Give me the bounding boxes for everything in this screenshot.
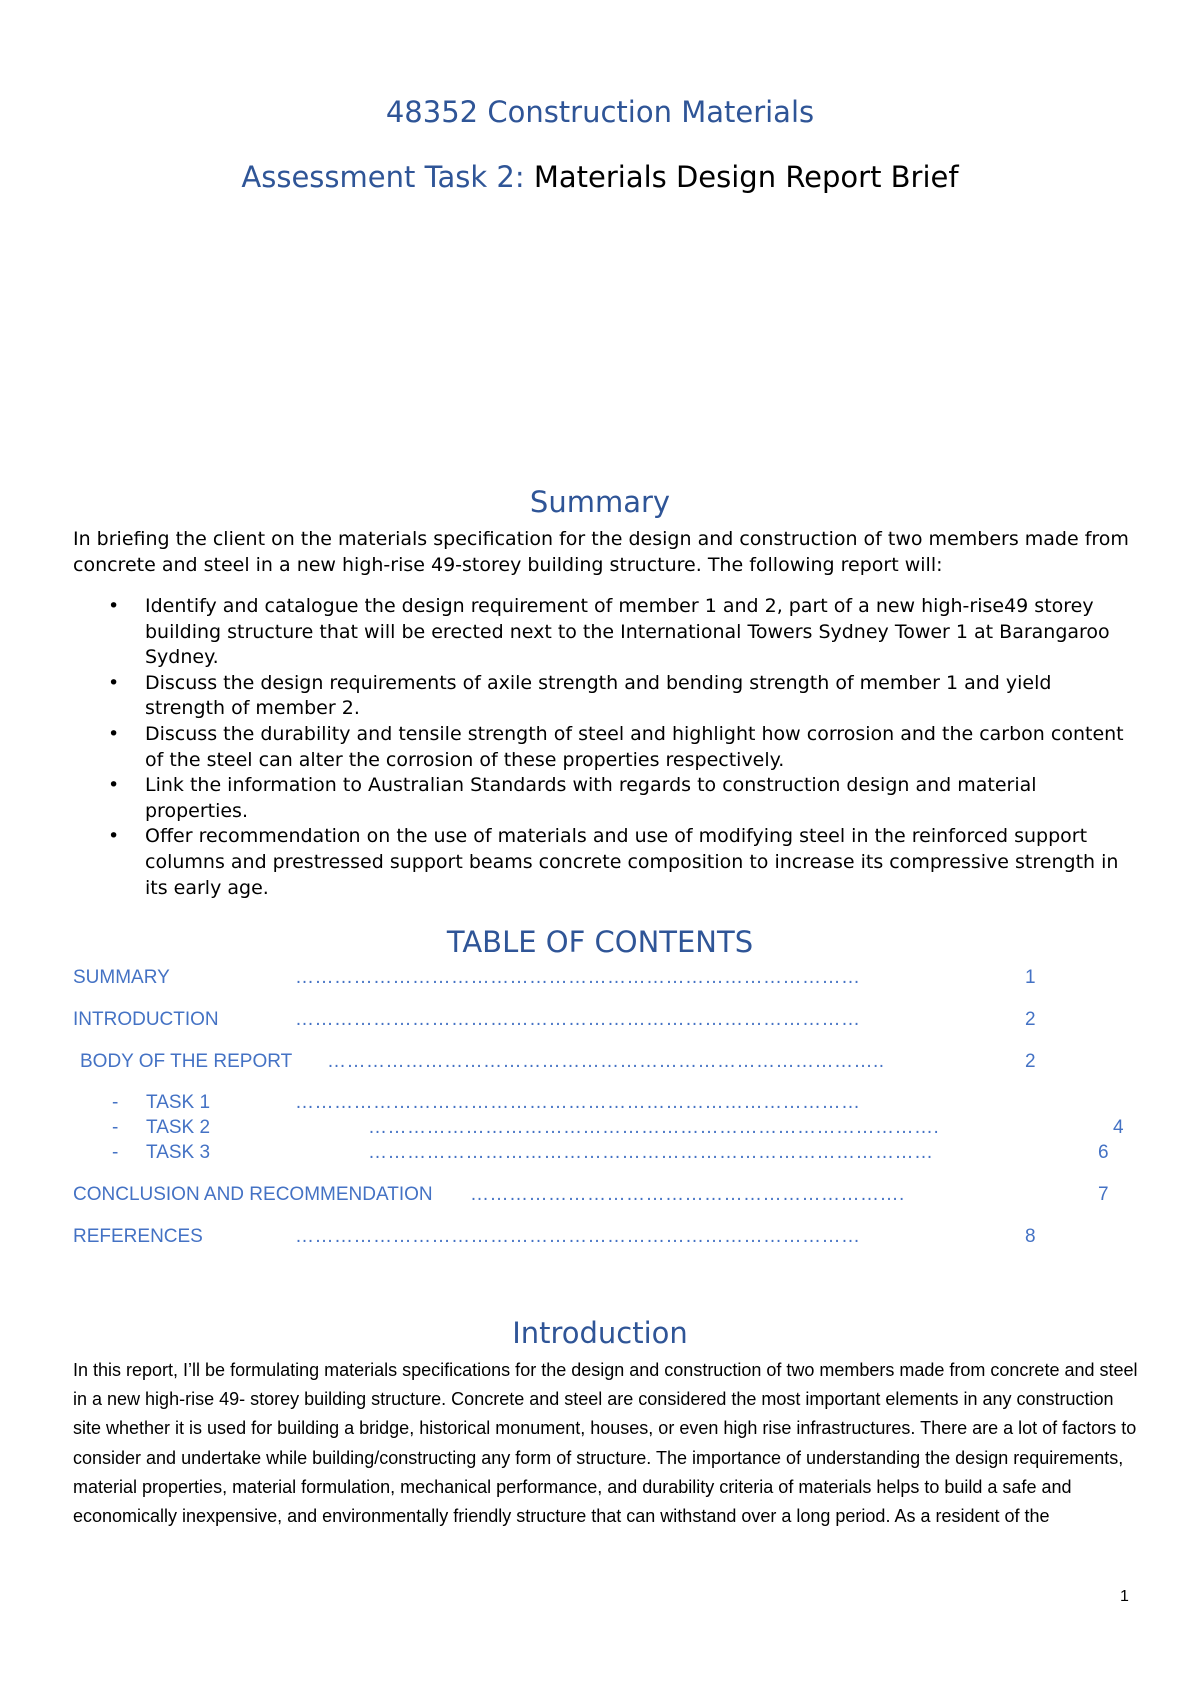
toc-page-number: 1 (1025, 967, 1036, 988)
toc-leader-dots: …………………………………………………………………………… (295, 1226, 861, 1247)
bullet-text: Discuss the design requirements of axile strength and bending strength of member 1 and yield strength of member 2. (145, 671, 1052, 720)
toc-entry-label: TASK 2 (146, 1117, 211, 1138)
toc-heading: TABLE OF CONTENTS (446, 925, 754, 959)
toc-leader-dots: ……………………………………………………………………………. (368, 1117, 940, 1138)
bullet-icon: • (108, 671, 120, 694)
summary-bullet-item (73, 594, 1133, 671)
toc-entry-conclusion[interactable] (0, 1184, 1200, 1208)
toc-page-number: 2 (1025, 1051, 1036, 1072)
page-number: 1 (1120, 1588, 1129, 1605)
bullet-text: Offer recommendation on the use of materials and use of modifying steel in the reinforced support columns and prestressed support beams concrete composition to increase its compressive strength in its early age. (145, 825, 1119, 899)
bullet-icon: • (108, 774, 120, 797)
toc-entry-label: BODY OF THE REPORT (80, 1051, 293, 1072)
summary-bullet-item (73, 671, 1133, 722)
toc-entry-label: TASK 1 (146, 1092, 211, 1113)
bullet-icon: • (108, 825, 120, 848)
toc-entry-task-3[interactable] (0, 1142, 1200, 1166)
toc-entry-label: REFERENCES (73, 1226, 203, 1247)
toc-entry-label: TASK 3 (146, 1142, 211, 1163)
summary-bullet-item (73, 722, 1133, 773)
bullet-text: Identify and catalogue the design requirement of member 1 and 2, part of a new high-rise49 storey building structure that will be erected next to the International Towers Sydney Tower 1 at Barangaroo Sydney. (145, 595, 1110, 669)
toc-leader-dots: …………………………………………………………. (470, 1184, 905, 1205)
toc-dash: - (112, 1092, 119, 1113)
summary-heading: Summary (529, 485, 671, 519)
toc-leader-dots: …………………………………………………………………………… (368, 1142, 934, 1163)
assessment-task-label: Assessment Task 2: (241, 160, 525, 194)
toc-entry-summary[interactable] (0, 967, 1200, 991)
toc-page-number: 8 (1025, 1226, 1036, 1247)
toc-entry-label: CONCLUSION AND RECOMMENDATION (73, 1184, 433, 1205)
bullet-icon: • (108, 595, 120, 617)
toc-entry-task-2[interactable] (0, 1117, 1200, 1141)
assessment-title (0, 160, 1200, 194)
toc-entry-task-1[interactable] (0, 1092, 1200, 1116)
summary-bullet-list (73, 594, 1133, 901)
toc-entry-references[interactable] (0, 1226, 1200, 1250)
toc-entry-label: INTRODUCTION (73, 1009, 219, 1030)
toc-leader-dots: ………………………………………………………………………….. (327, 1051, 885, 1072)
toc-entry-introduction[interactable] (0, 1009, 1200, 1033)
bullet-icon: • (108, 722, 120, 745)
introduction-heading: Introduction (512, 1316, 688, 1350)
introduction-paragraph: In this report, I’ll be formulating materials specifications for the design and construction of two members made from concrete and steel in a new high-rise 49- storey building structure. Concrete and steel are considered the most important elements in any construction site whether it is used for building a bridge, historical monument, houses, or even high rise infrastructures. There are a lot of factors to consider and undertake while building/constructing any form of structure. The importance of understanding the design requirements, material properties, material formulation, mechanical performance, and durability criteria of materials helps to build a safe and economically inexpensive, and environmentally friendly structure that can withstand over a long period. As a resident of the (73, 1360, 1138, 1527)
toc-leader-dots: …………………………………………………………………………… (295, 967, 861, 988)
toc-page-number: 6 (1098, 1142, 1109, 1163)
toc-entry-body[interactable] (0, 1051, 1200, 1075)
toc-leader-dots: …………………………………………………………………………… (295, 1009, 861, 1030)
toc-page-number: 7 (1098, 1184, 1109, 1205)
toc-entry-label: SUMMARY (73, 967, 170, 988)
bullet-text: Discuss the durability and tensile strength of steel and highlight how corrosion and the carbon content of the steel can alter the corrosion of these properties respectively. (145, 722, 1124, 771)
toc-dash: - (112, 1117, 119, 1138)
bullet-text: Link the information to Australian Standards with regards to construction design and material properties. (145, 774, 1037, 822)
toc-dash: - (112, 1142, 119, 1163)
course-title: 48352 Construction Materials (385, 95, 815, 129)
summary-intro-paragraph: In briefing the client on the materials specification for the design and construction of two members made from concrete and steel in a new high-rise 49-storey building structure. The following report will: (73, 528, 1129, 576)
toc-page-number: 4 (1113, 1117, 1124, 1138)
toc-leader-dots: …………………………………………………………………………… (295, 1092, 861, 1113)
assessment-task-name: Materials Design Report Brief (533, 160, 959, 194)
summary-bullet-item (73, 824, 1133, 901)
toc-page-number: 2 (1025, 1009, 1036, 1030)
summary-bullet-item (73, 773, 1133, 824)
